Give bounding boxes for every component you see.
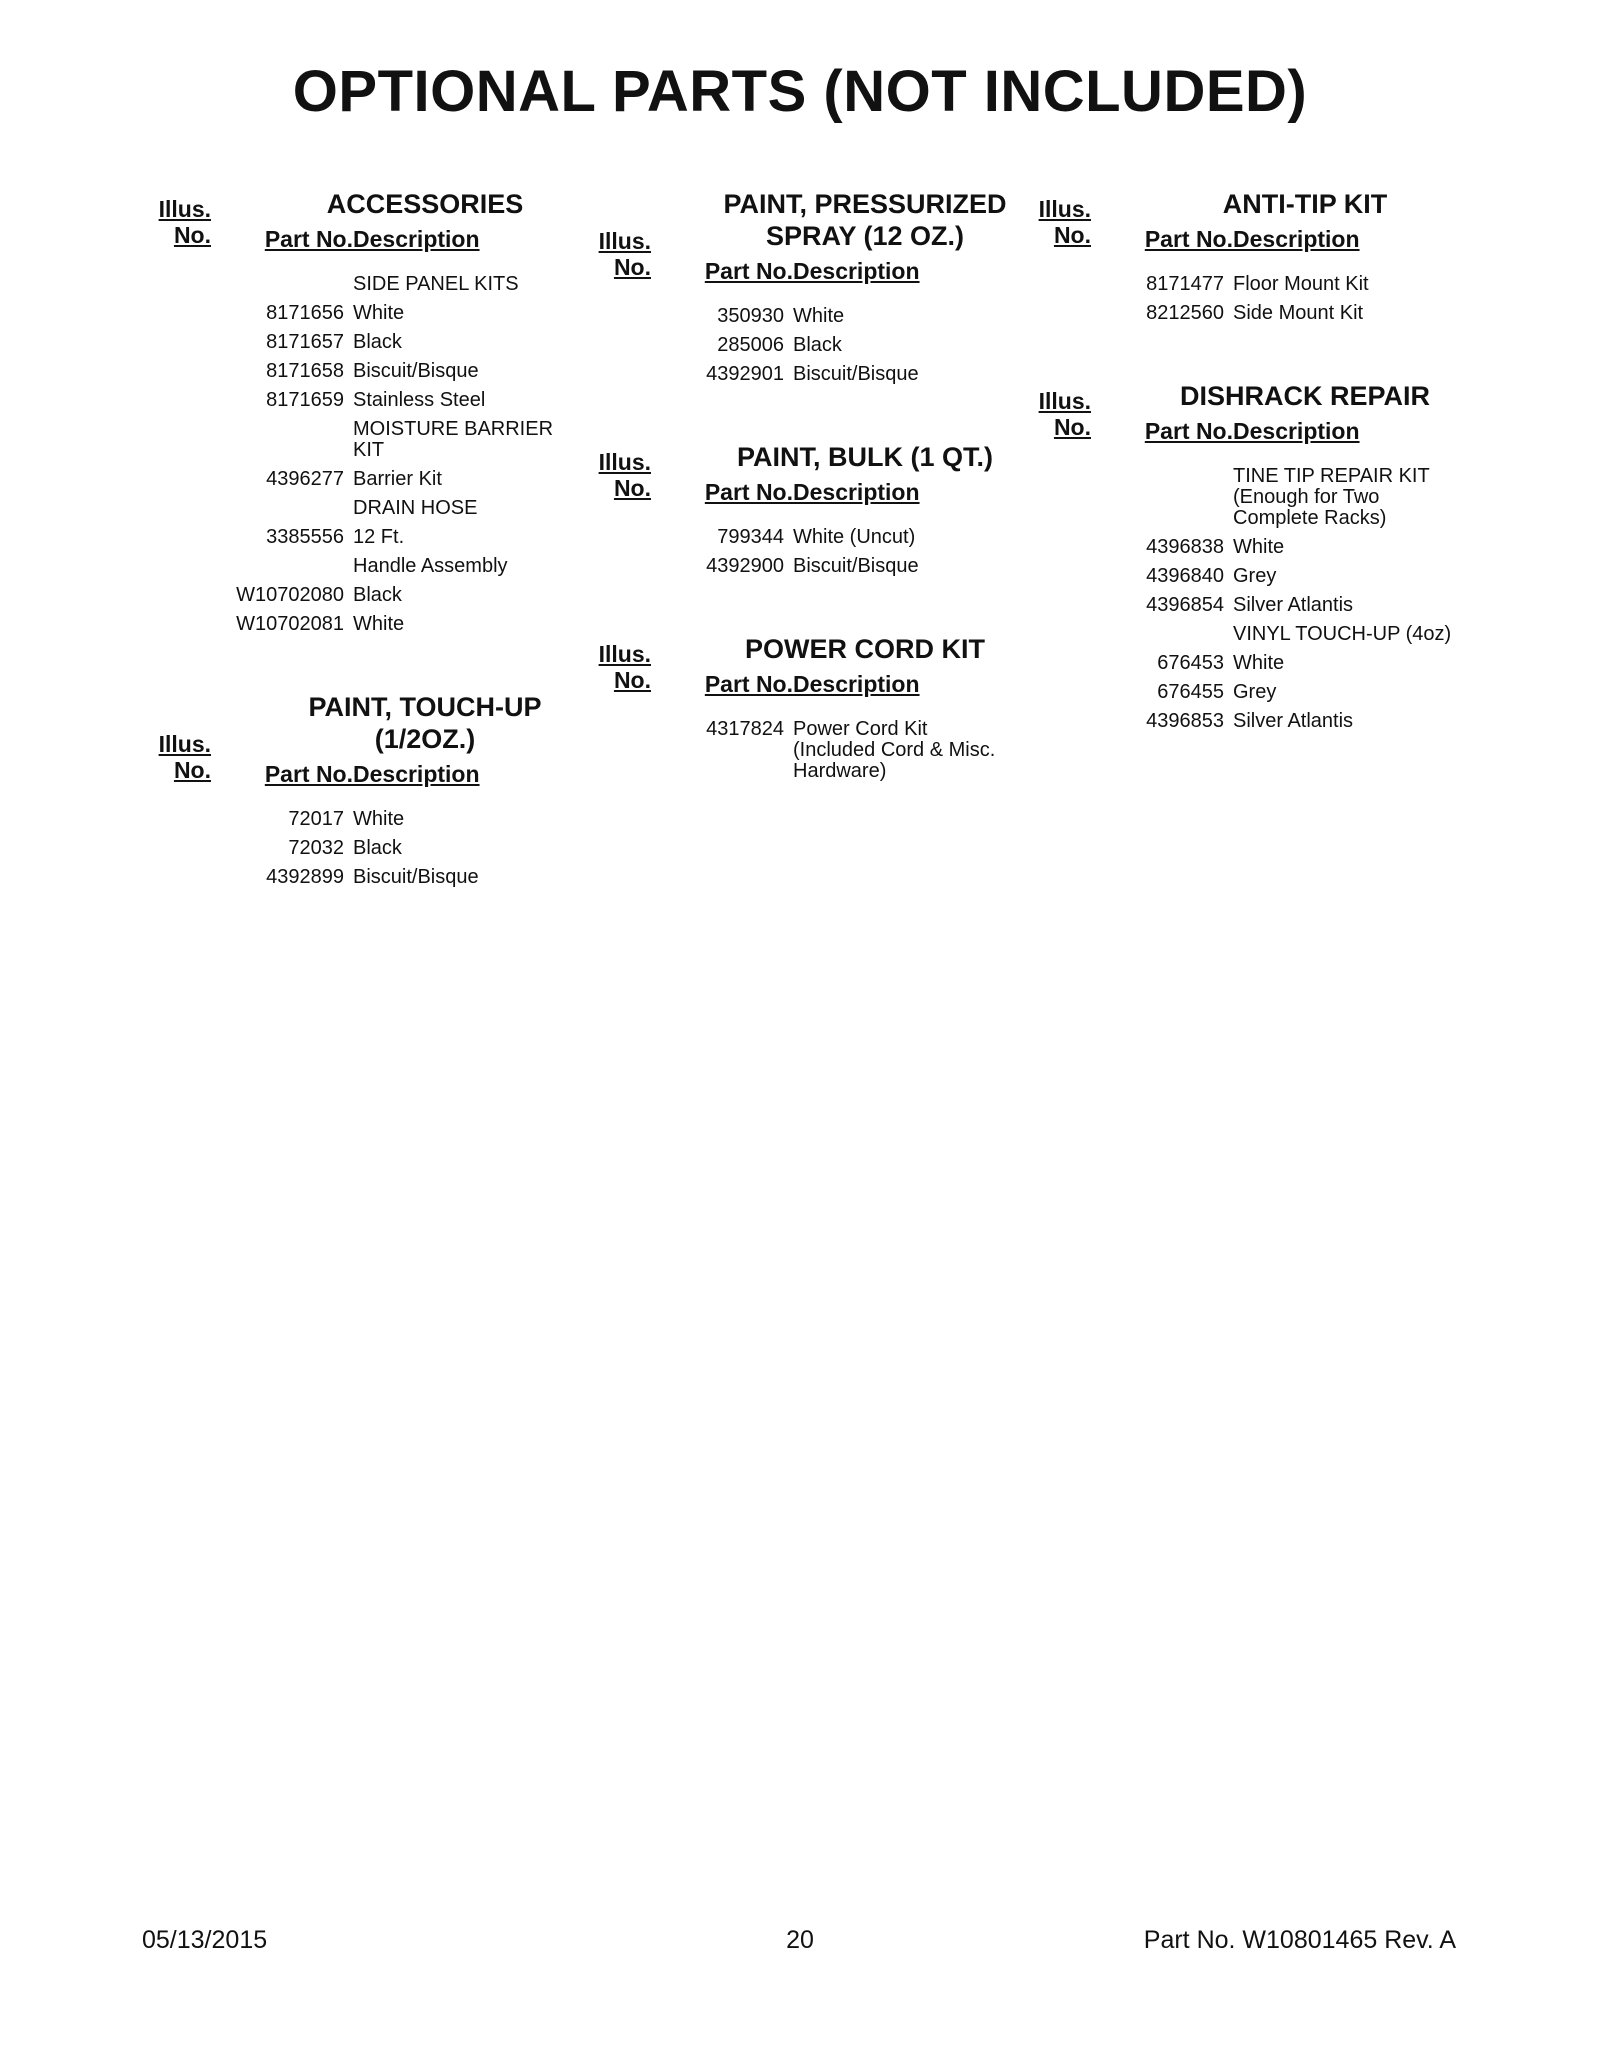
part-no-header: Part No. [704, 671, 793, 697]
part-description: VINYL TOUCH-UP (4oz) [1233, 623, 1452, 645]
part-number: 72032 [288, 837, 344, 859]
parts-list [595, 523, 1025, 581]
part-number: 4317824 [706, 718, 784, 740]
column-headers [155, 731, 585, 799]
part-number: 8171658 [266, 360, 344, 382]
parts-list [1035, 270, 1465, 328]
description-header: Description [1233, 226, 1360, 252]
part-description: Silver Atlantis [1233, 710, 1354, 732]
part-number: 4396853 [1146, 710, 1224, 732]
part-number: 799344 [717, 526, 784, 548]
part-number: 4392900 [706, 555, 784, 577]
illus-no-header [155, 196, 211, 248]
part-description: Grey [1233, 565, 1277, 587]
parts-row [155, 270, 585, 299]
section-title: PAINT, BULK (1 QT.) [737, 442, 993, 472]
parts-row [1035, 299, 1465, 328]
section-title: ANTI-TIP KIT [1222, 189, 1388, 219]
parts-row [595, 360, 1025, 389]
parts-section [155, 691, 585, 892]
section-title: ACCESSORIES [326, 189, 524, 219]
footer-part-number: Part No. W10801465 Rev. A [1143, 1926, 1456, 1954]
part-number: 8171656 [266, 302, 344, 324]
part-no-header: Part No. [1144, 418, 1233, 444]
parts-row [155, 357, 585, 386]
part-description: Biscuit/Bisque [793, 555, 919, 577]
parts-section [595, 188, 1025, 389]
description-header: Description [353, 226, 480, 252]
part-description: White (Uncut) [793, 526, 916, 548]
part-number: 8171657 [266, 331, 344, 353]
part-description: White [1233, 536, 1285, 558]
part-description: MOISTURE BARRIER KIT [353, 418, 554, 461]
parts-row [155, 834, 585, 863]
illus-header-line2: No. [1053, 414, 1091, 440]
parts-list [595, 715, 1025, 786]
part-number: 676453 [1157, 652, 1224, 674]
description-header: Description [793, 479, 920, 505]
parts-section [155, 188, 585, 639]
parts-row [155, 581, 585, 610]
part-description: Black [353, 331, 402, 353]
parts-row [155, 465, 585, 494]
part-description: SIDE PANEL KITS [353, 273, 519, 295]
parts-section [1035, 188, 1465, 328]
description-header: Description [353, 761, 480, 787]
part-number: 3385556 [266, 526, 344, 548]
parts-row [155, 610, 585, 639]
column-1 [155, 188, 585, 944]
illus-no-header [595, 228, 651, 280]
part-description: Black [353, 584, 402, 606]
illus-no-header [155, 731, 211, 783]
part-description: Silver Atlantis [1233, 594, 1354, 616]
parts-row [1035, 591, 1465, 620]
parts-row [155, 863, 585, 892]
section-title: PAINT, TOUCH-UP (1/2OZ.) [308, 692, 542, 754]
part-number: 4396840 [1146, 565, 1224, 587]
illus-header-line1: Illus. [598, 641, 651, 667]
parts-row [595, 523, 1025, 552]
page-title: OPTIONAL PARTS (NOT INCLUDED) [292, 59, 1308, 124]
part-description: Grey [1233, 681, 1277, 703]
part-number: W10702081 [236, 613, 344, 635]
parts-row [595, 552, 1025, 581]
part-number: 676455 [1157, 681, 1224, 703]
parts-row [155, 328, 585, 357]
description-header: Description [793, 671, 920, 697]
column-2 [595, 188, 1025, 838]
section-title: POWER CORD KIT [745, 634, 985, 664]
section-title: PAINT, PRESSURIZED SPRAY (12 OZ.) [723, 189, 1007, 251]
part-number: W10702080 [236, 584, 344, 606]
part-description: Barrier Kit [353, 468, 442, 490]
part-no-header: Part No. [264, 761, 353, 787]
parts-row [595, 302, 1025, 331]
illus-header-line1: Illus. [158, 196, 211, 222]
parts-row [595, 331, 1025, 360]
part-description: Side Mount Kit [1233, 302, 1364, 324]
parts-row [155, 805, 585, 834]
part-description: Black [793, 334, 842, 356]
parts-row [155, 415, 585, 465]
parts-row [155, 523, 585, 552]
illus-header-line1: Illus. [598, 449, 651, 475]
parts-list [155, 270, 585, 639]
illus-header-line2: No. [1053, 222, 1091, 248]
section-title: DISHRACK REPAIR [1179, 381, 1430, 411]
part-description: Stainless Steel [353, 389, 486, 411]
parts-row [155, 552, 585, 581]
illus-header-line1: Illus. [598, 228, 651, 254]
illus-header-line2: No. [613, 475, 651, 501]
parts-row [1035, 562, 1465, 591]
description-header: Description [1233, 418, 1360, 444]
part-description: White [353, 808, 405, 830]
part-number: 8171477 [1146, 273, 1224, 295]
part-description: 12 Ft. [353, 526, 405, 548]
part-number: 4392899 [266, 866, 344, 888]
parts-section [595, 441, 1025, 581]
illus-no-header [1035, 196, 1091, 248]
parts-row [1035, 533, 1465, 562]
footer-date: 05/13/2015 [142, 1926, 268, 1954]
column-headers [595, 228, 1025, 296]
part-number: 72017 [288, 808, 344, 830]
illus-no-header [1035, 388, 1091, 440]
part-number: 285006 [717, 334, 784, 356]
part-description: TINE TIP REPAIR KIT (Enough for Two Complete Racks) [1233, 465, 1430, 529]
illus-header-line1: Illus. [1038, 196, 1091, 222]
illus-no-header [595, 449, 651, 501]
part-number: 4396838 [1146, 536, 1224, 558]
column-3 [1035, 188, 1465, 788]
footer-page-number: 20 [786, 1926, 814, 1954]
parts-row [1035, 270, 1465, 299]
illus-header-line2: No. [613, 254, 651, 280]
part-description: White [1233, 652, 1285, 674]
part-number: 4392901 [706, 363, 784, 385]
part-number: 4396854 [1146, 594, 1224, 616]
illus-header-line2: No. [173, 757, 211, 783]
part-description: Biscuit/Bisque [793, 363, 919, 385]
parts-row [1035, 462, 1465, 533]
parts-row [155, 494, 585, 523]
part-description: Power Cord Kit (Included Cord & Misc. Hardware) [793, 718, 996, 782]
parts-list [1035, 462, 1465, 736]
parts-section [1035, 380, 1465, 736]
part-number: 8212560 [1146, 302, 1224, 324]
part-description: White [353, 613, 405, 635]
illus-header-line1: Illus. [1038, 388, 1091, 414]
description-header: Description [793, 258, 920, 284]
parts-row [595, 715, 1025, 786]
parts-row [1035, 678, 1465, 707]
part-description: Handle Assembly [353, 555, 508, 577]
part-number: 350930 [717, 305, 784, 327]
part-description: Floor Mount Kit [1233, 273, 1369, 295]
illus-header-line2: No. [173, 222, 211, 248]
part-number: 8171659 [266, 389, 344, 411]
parts-row [155, 386, 585, 415]
part-description: White [353, 302, 405, 324]
part-description: Black [353, 837, 402, 859]
parts-row [1035, 620, 1465, 649]
parts-row [155, 299, 585, 328]
part-description: Biscuit/Bisque [353, 360, 479, 382]
part-no-header: Part No. [1144, 226, 1233, 252]
parts-section [595, 633, 1025, 786]
illus-header-line1: Illus. [158, 731, 211, 757]
part-no-header: Part No. [704, 258, 793, 284]
part-no-header: Part No. [704, 479, 793, 505]
illus-header-line2: No. [613, 667, 651, 693]
part-description: White [793, 305, 845, 327]
parts-row [1035, 649, 1465, 678]
illus-no-header [595, 641, 651, 693]
parts-list [155, 805, 585, 892]
parts-list [595, 302, 1025, 389]
part-no-header: Part No. [264, 226, 353, 252]
part-description: Biscuit/Bisque [353, 866, 479, 888]
part-description: DRAIN HOSE [353, 497, 478, 519]
part-number: 4396277 [266, 468, 344, 490]
parts-row [1035, 707, 1465, 736]
